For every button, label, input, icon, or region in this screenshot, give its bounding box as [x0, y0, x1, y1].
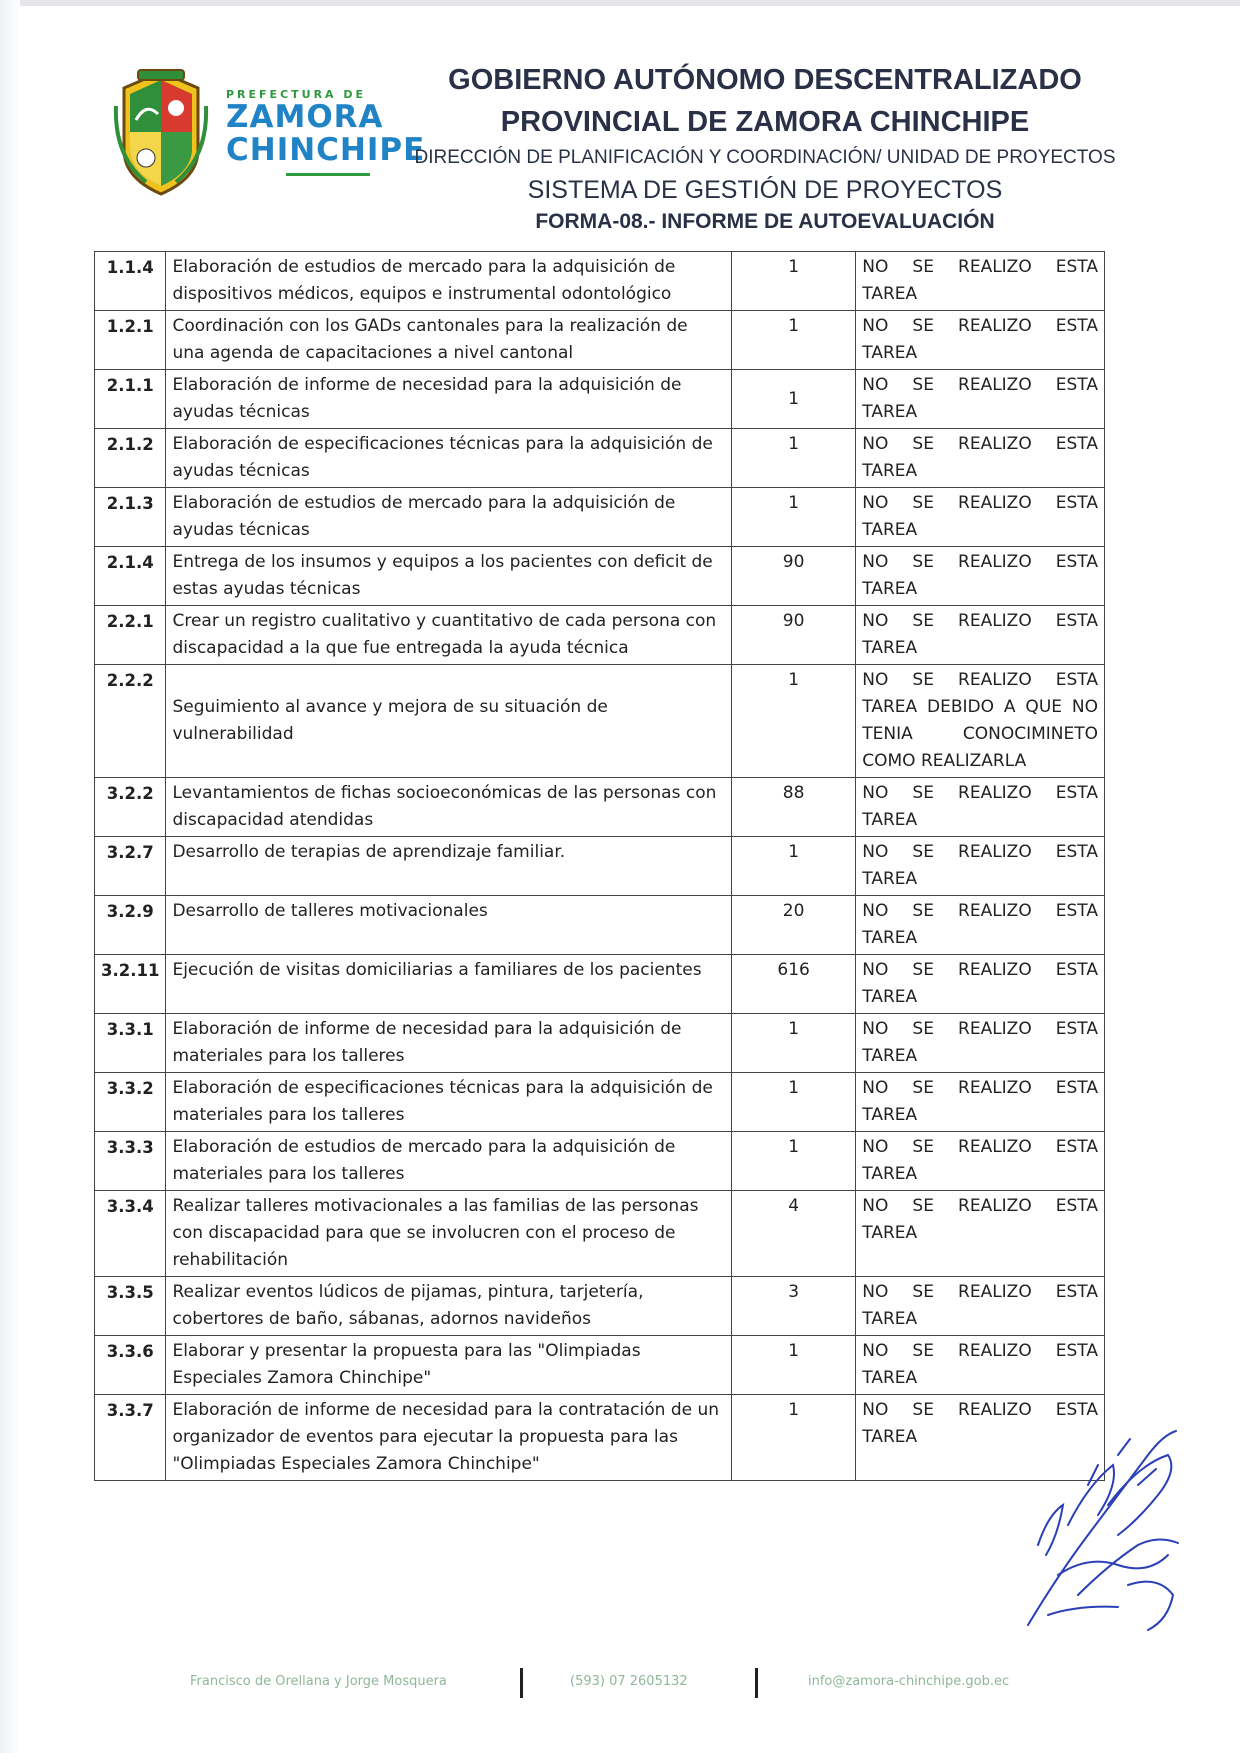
- task-code: 3.3.7: [95, 1395, 166, 1481]
- task-description: Elaboración de estudios de mercado para la adquisición de ayudas técnicas: [166, 488, 732, 547]
- task-code: 2.1.4: [95, 547, 166, 606]
- table-row: [95, 1191, 1105, 1277]
- task-description: Coordinación con los GADs cantonales para la realización de una agenda de capacitaciones a nivel cantonal: [166, 311, 732, 370]
- task-quantity: 1: [731, 488, 855, 547]
- table-row: [95, 429, 1105, 488]
- task-quantity: 20: [731, 896, 855, 955]
- task-description: Elaboración de especificaciones técnicas para la adquisición de ayudas técnicas: [166, 429, 732, 488]
- task-observation: NO SE REALIZO ESTA TAREA: [856, 429, 1105, 488]
- task-code: 2.1.3: [95, 488, 166, 547]
- task-code: 3.3.6: [95, 1336, 166, 1395]
- table-row: [95, 488, 1105, 547]
- task-observation: NO SE REALIZO ESTA TAREA: [856, 1073, 1105, 1132]
- brand-line-zamora: ZAMORA: [226, 99, 384, 135]
- task-description: Seguimiento al avance y mejora de su situación de vulnerabilidad: [166, 665, 732, 778]
- handwritten-signature: [1018, 1410, 1211, 1655]
- task-quantity: 90: [731, 606, 855, 665]
- task-code: 3.2.7: [95, 837, 166, 896]
- task-description: Ejecución de visitas domiciliarias a familiares de los pacientes: [166, 955, 732, 1014]
- task-quantity: 1: [731, 665, 855, 778]
- table-row: [95, 252, 1105, 311]
- task-description: Realizar eventos lúdicos de pijamas, pintura, tarjetería, cobertores de baño, sábanas, adornos navideños: [166, 1277, 732, 1336]
- task-description: Elaboración de estudios de mercado para la adquisición de dispositivos médicos, equipos e instrumental odontológico: [166, 252, 732, 311]
- task-quantity: 1: [731, 429, 855, 488]
- task-observation: NO SE REALIZO ESTA TAREA: [856, 1336, 1105, 1395]
- task-description: Elaboración de estudios de mercado para la adquisición de materiales para los talleres: [166, 1132, 732, 1191]
- task-quantity: 1: [731, 311, 855, 370]
- task-code: 3.3.1: [95, 1014, 166, 1073]
- task-quantity: 3: [731, 1277, 855, 1336]
- task-code: 3.3.5: [95, 1277, 166, 1336]
- table-row: [95, 1073, 1105, 1132]
- task-code: 3.3.3: [95, 1132, 166, 1191]
- prefecture-brand: [226, 88, 426, 176]
- task-description: Elaboración de informe de necesidad para la contratación de un organizador de eventos para ejecutar la propuesta para las "Olimpiadas Especiales Zamora Chinchipe": [166, 1395, 732, 1481]
- footer-divider: [520, 1668, 523, 1698]
- task-code: 3.3.4: [95, 1191, 166, 1277]
- scan-left-edge: [0, 0, 20, 1753]
- task-description: Elaboración de informe de necesidad para la adquisición de materiales para los talleres: [166, 1014, 732, 1073]
- table-row: [95, 547, 1105, 606]
- header-system: SISTEMA DE GESTIÓN DE PROYECTOS: [527, 176, 1003, 204]
- task-quantity: 1: [731, 837, 855, 896]
- header-title-line2: PROVINCIAL DE ZAMORA CHINCHIPE: [500, 106, 1030, 138]
- task-quantity: 1: [731, 1395, 855, 1481]
- table-row: [95, 1336, 1105, 1395]
- task-observation: NO SE REALIZO ESTA TAREA: [856, 1191, 1105, 1277]
- task-description: Levantamientos de fichas socioeconómicas de las personas con discapacidad atendidas: [166, 778, 732, 837]
- task-quantity: 1: [731, 1336, 855, 1395]
- header-department: DIRECCIÓN DE PLANIFICACIÓN Y COORDINACIÓN/ UNIDAD DE PROYECTOS: [414, 147, 1116, 168]
- task-observation: NO SE REALIZO ESTA TAREA: [856, 370, 1105, 429]
- table-row: [95, 1395, 1105, 1481]
- task-code: 1.2.1: [95, 311, 166, 370]
- task-description: Desarrollo de terapias de aprendizaje familiar.: [166, 837, 732, 896]
- table-row: [95, 1014, 1105, 1073]
- task-quantity: 88: [731, 778, 855, 837]
- task-code: 2.1.1: [95, 370, 166, 429]
- task-code: 3.3.2: [95, 1073, 166, 1132]
- task-code: 3.2.11: [95, 955, 166, 1014]
- task-description: Elaboración de informe de necesidad para la adquisición de ayudas técnicas: [166, 370, 732, 429]
- table-row: [95, 955, 1105, 1014]
- task-description: Crear un registro cualitativo y cuantitativo de cada persona con discapacidad a la que fue entregada la ayuda técnica: [166, 606, 732, 665]
- task-description: Realizar talleres motivacionales a las familias de las personas con discapacidad para que se involucren con el proceso de rehabilitación: [166, 1191, 732, 1277]
- task-quantity: 1: [731, 252, 855, 311]
- prefecture-shield-logo: [116, 66, 206, 200]
- task-observation: NO SE REALIZO ESTA TAREA: [856, 547, 1105, 606]
- brand-line-chinchipe: CHINCHIPE: [226, 132, 426, 168]
- task-observation: NO SE REALIZO ESTA TAREA DEBIDO A QUE NO TENIA CONOCIMINETO COMO REALIZARLA: [856, 665, 1105, 778]
- table-row: [95, 896, 1105, 955]
- task-observation: NO SE REALIZO ESTA TAREA: [856, 1395, 1105, 1481]
- footer-address: Francisco de Orellana y Jorge Mosquera: [190, 1674, 447, 1689]
- task-observation: NO SE REALIZO ESTA TAREA: [856, 606, 1105, 665]
- table-row: [95, 606, 1105, 665]
- brand-underline: [286, 173, 370, 176]
- task-observation: NO SE REALIZO ESTA TAREA: [856, 488, 1105, 547]
- task-code: 2.2.1: [95, 606, 166, 665]
- task-quantity: 4: [731, 1191, 855, 1277]
- task-observation: NO SE REALIZO ESTA TAREA: [856, 252, 1105, 311]
- task-quantity: 1: [731, 1073, 855, 1132]
- scan-top-edge: [0, 0, 1240, 6]
- table-row: [95, 370, 1105, 429]
- task-quantity: 616: [731, 955, 855, 1014]
- task-quantity: 1: [731, 1132, 855, 1191]
- task-quantity: 1: [731, 370, 855, 429]
- table-row: [95, 1277, 1105, 1336]
- table-row: [95, 1132, 1105, 1191]
- header-title-line1: GOBIERNO AUTÓNOMO DESCENTRALIZADO: [448, 64, 1082, 96]
- table-row: [95, 837, 1105, 896]
- task-code: 3.2.9: [95, 896, 166, 955]
- task-code: 2.2.2: [95, 665, 166, 778]
- page-footer: [190, 1668, 1050, 1698]
- footer-divider: [755, 1668, 758, 1698]
- task-quantity: 1: [731, 1014, 855, 1073]
- task-observation: NO SE REALIZO ESTA TAREA: [856, 896, 1105, 955]
- header-form-title: FORMA-08.- INFORME DE AUTOEVALUACIÓN: [535, 210, 995, 233]
- footer-email: info@zamora-chinchipe.gob.ec: [808, 1674, 1010, 1689]
- task-quantity: 90: [731, 547, 855, 606]
- task-observation: NO SE REALIZO ESTA TAREA: [856, 311, 1105, 370]
- signature-text: Visto Bueno 06/11/2025: [1018, 1410, 1211, 1429]
- task-observation: NO SE REALIZO ESTA TAREA: [856, 837, 1105, 896]
- task-observation: NO SE REALIZO ESTA TAREA: [856, 778, 1105, 837]
- table-row: [95, 778, 1105, 837]
- task-description: Entrega de los insumos y equipos a los pacientes con deficit de estas ayudas técnicas: [166, 547, 732, 606]
- task-observation: NO SE REALIZO ESTA TAREA: [856, 1014, 1105, 1073]
- task-description: Desarrollo de talleres motivacionales: [166, 896, 732, 955]
- task-code: 1.1.4: [95, 252, 166, 311]
- brand-top-text: PREFECTURA DE: [226, 88, 367, 101]
- task-code: 3.2.2: [95, 778, 166, 837]
- table-row: [95, 311, 1105, 370]
- task-observation: NO SE REALIZO ESTA TAREA: [856, 955, 1105, 1014]
- footer-phone: (593) 07 2605132: [570, 1674, 688, 1689]
- task-table: [94, 251, 1105, 1481]
- task-description: Elaborar y presentar la propuesta para las "Olimpiadas Especiales Zamora Chinchipe": [166, 1336, 732, 1395]
- table-row: [95, 665, 1105, 778]
- task-observation: NO SE REALIZO ESTA TAREA: [856, 1132, 1105, 1191]
- task-observation: NO SE REALIZO ESTA TAREA: [856, 1277, 1105, 1336]
- task-description: Elaboración de especificaciones técnicas para la adquisición de materiales para los talleres: [166, 1073, 732, 1132]
- task-code: 2.1.2: [95, 429, 166, 488]
